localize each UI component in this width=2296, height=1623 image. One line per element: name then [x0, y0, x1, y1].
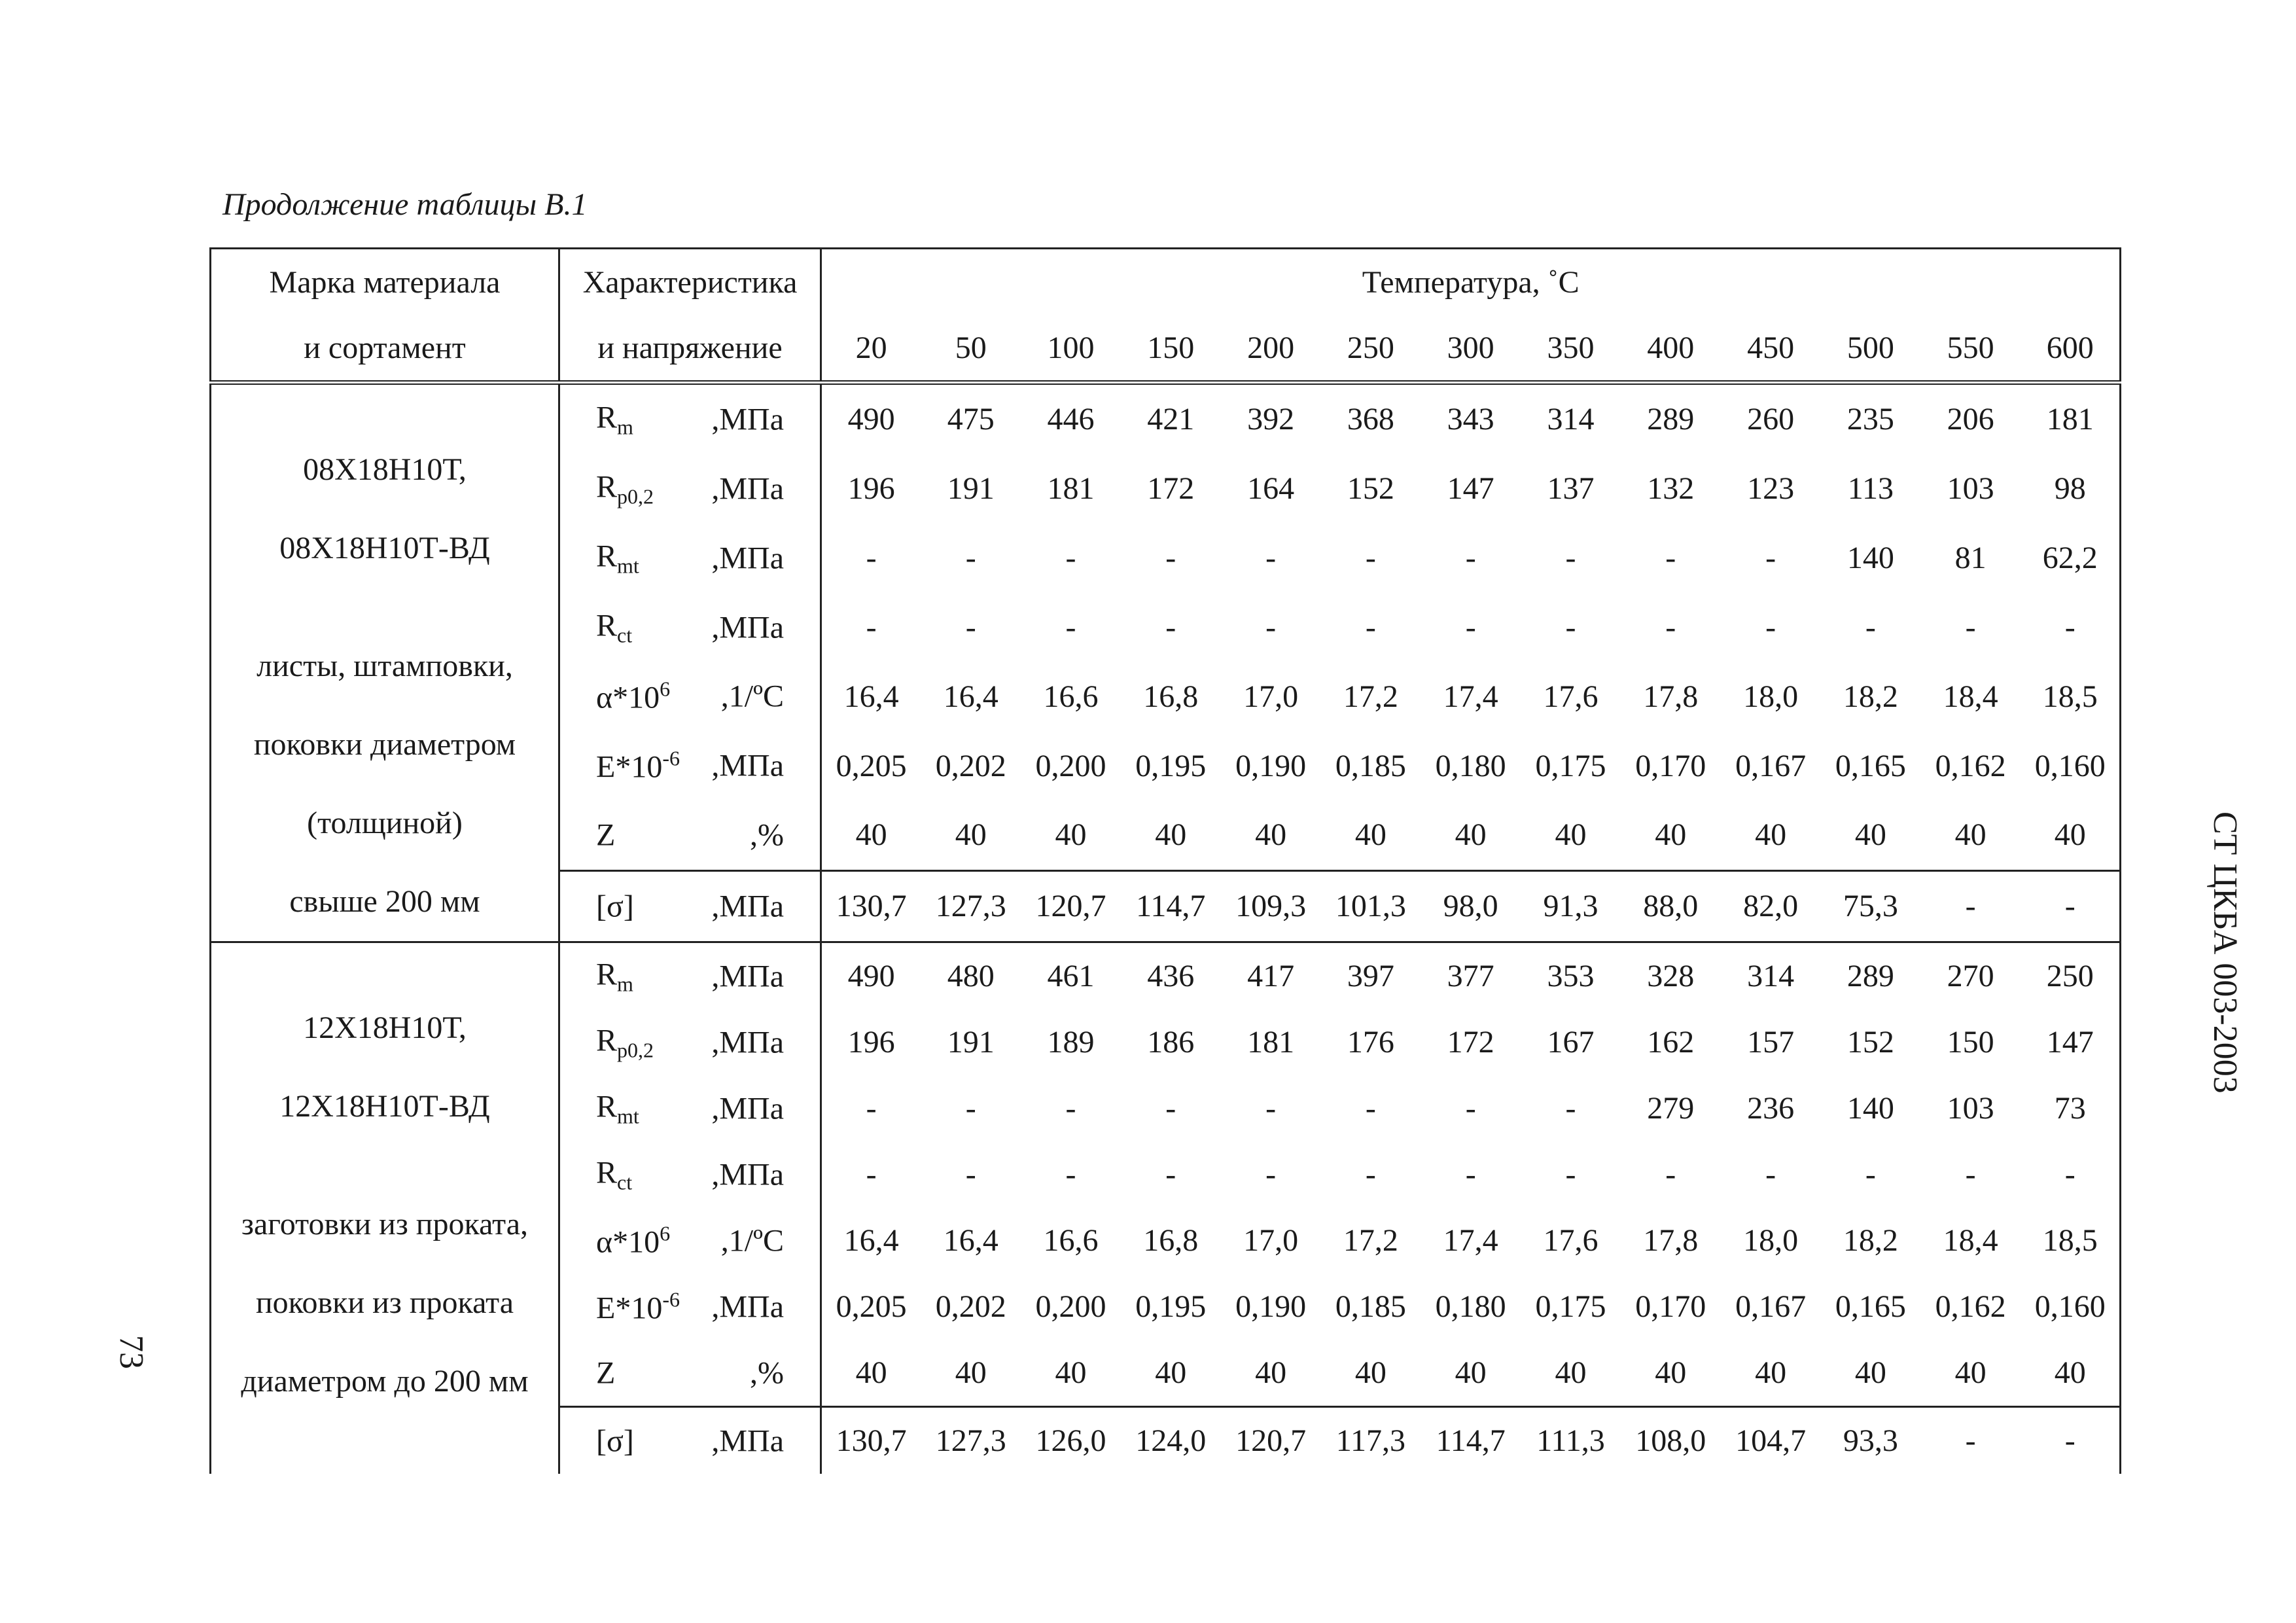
value-cell: 189: [1047, 1025, 1095, 1060]
value-cell: 196: [847, 1025, 895, 1060]
characteristic-unit: ,МПа: [711, 959, 784, 993]
temperature-header-cell: 50: [955, 330, 987, 365]
characteristic-unit: ,МПа: [711, 402, 784, 437]
value-cell: 490: [821, 942, 921, 1010]
value-cell: 40: [1155, 1355, 1187, 1390]
value-cell: 127,3: [921, 870, 1021, 942]
value-cell: 91,3: [1521, 870, 1621, 942]
characteristic-symbol: $R_m$: [596, 957, 633, 995]
material-description: (толщиной): [307, 806, 463, 840]
value-cell: 147: [2021, 1009, 2121, 1075]
value-cell: 16,4: [843, 679, 899, 714]
characteristic-unit: ,МПа: [711, 610, 784, 645]
value-cell: -: [965, 610, 976, 645]
value-cell: -: [1265, 1157, 1277, 1192]
material-grade: 12Х18Н10Т,: [303, 1010, 467, 1045]
value-cell: 17,8: [1643, 679, 1699, 714]
value-cell: 17,4: [1443, 1223, 1498, 1258]
value-cell: -: [1065, 541, 1076, 576]
value-cell: 17,0: [1243, 679, 1299, 714]
value-cell: 0,200: [1035, 1289, 1106, 1324]
value-cell: -: [1765, 541, 1776, 576]
characteristic-cell: [559, 1207, 821, 1274]
characteristic-cell: [559, 524, 821, 593]
value-cell: 206: [1920, 383, 2021, 454]
value-cell: -: [1565, 1091, 1576, 1126]
value-cell: 377: [1421, 942, 1521, 1010]
characteristic-cell: [559, 800, 821, 870]
value-cell: 164: [1247, 471, 1295, 507]
characteristic-symbol: $R_{p0,2}$: [596, 469, 654, 508]
characteristic-cell: [559, 593, 821, 662]
value-cell: 17,6: [1543, 679, 1598, 714]
characteristic-unit: ,%: [750, 1355, 784, 1390]
value-cell: 40: [1255, 817, 1287, 853]
characteristic-symbol: [σ]: [596, 1423, 634, 1458]
value-cell: 191: [947, 1025, 995, 1060]
value-cell: -: [1565, 610, 1576, 645]
value-cell: -: [1265, 610, 1277, 645]
characteristic-cell: [559, 731, 821, 800]
value-cell: -: [1465, 1157, 1476, 1192]
characteristic-symbol: Z: [596, 817, 616, 853]
value-cell: 111,3: [1521, 1407, 1621, 1474]
value-cell: 18,0: [1743, 1223, 1799, 1258]
value-cell: -: [1565, 1157, 1576, 1192]
value-cell: 40: [1755, 1355, 1787, 1390]
characteristic-cell: [559, 454, 821, 524]
characteristic-cell: [559, 383, 821, 454]
value-cell: 120,7: [1021, 870, 1121, 942]
value-cell: -: [1065, 1157, 1076, 1192]
material-grade: 12Х18Н10Т-ВД: [279, 1089, 490, 1124]
characteristic-symbol: $R_{p0,2}$: [596, 1023, 654, 1061]
document-code: СТ ЦКБА 003-2003: [2206, 812, 2244, 1094]
value-cell: 16,8: [1143, 679, 1199, 714]
value-cell: 75,3: [1820, 870, 1920, 942]
value-cell: 0,170: [1635, 748, 1706, 783]
value-cell: -: [1465, 1091, 1476, 1126]
value-cell: 124,0: [1121, 1407, 1221, 1474]
value-cell: -: [1665, 541, 1676, 576]
value-cell: 18,4: [1943, 679, 1998, 714]
value-cell: 181: [1247, 1025, 1295, 1060]
value-cell: -: [1465, 610, 1476, 645]
value-cell: 250: [2021, 942, 2121, 1010]
temperature-header-cell: 150: [1147, 330, 1195, 365]
material-cell: [211, 383, 559, 942]
material-description: свыше 200 мм: [289, 884, 480, 919]
value-cell: 0,175: [1535, 748, 1606, 783]
value-cell: 0,170: [1635, 1289, 1706, 1324]
value-cell: 368: [1320, 383, 1421, 454]
value-cell: 104,7: [1721, 1407, 1821, 1474]
value-cell: 16,4: [943, 679, 998, 714]
value-cell: -: [1365, 1091, 1376, 1126]
characteristic-cell: [559, 1009, 821, 1075]
value-cell: 162: [1647, 1025, 1695, 1060]
value-cell: 108,0: [1621, 1407, 1721, 1474]
value-cell: 117,3: [1320, 1407, 1421, 1474]
value-cell: 18,2: [1843, 1223, 1898, 1258]
value-cell: 0,165: [1835, 748, 1906, 783]
value-cell: -: [1865, 1157, 1876, 1192]
characteristic-symbol: [σ]: [596, 889, 634, 924]
value-cell: 0,180: [1435, 1289, 1506, 1324]
value-cell: 40: [1555, 817, 1587, 853]
value-cell: 127,3: [921, 1407, 1021, 1474]
value-cell: 480: [921, 942, 1021, 1010]
characteristic-symbol: Z: [596, 1355, 616, 1390]
value-cell: -: [1165, 541, 1176, 576]
value-cell: 0,185: [1335, 1289, 1406, 1324]
value-cell: 0,162: [1935, 1289, 2006, 1324]
value-cell: 196: [847, 471, 895, 507]
value-cell: 157: [1747, 1025, 1795, 1060]
value-cell: 172: [1147, 471, 1195, 507]
characteristic-unit: ,МПа: [711, 1157, 784, 1192]
value-cell: 172: [1447, 1025, 1494, 1060]
material-description: поковки диаметром: [253, 727, 516, 762]
value-cell: 0,205: [836, 748, 907, 783]
value-cell: -: [2021, 1141, 2121, 1207]
value-cell: 490: [821, 383, 921, 454]
value-cell: -: [1365, 1157, 1376, 1192]
value-cell: 16,6: [1043, 679, 1099, 714]
value-cell: 176: [1347, 1025, 1394, 1060]
value-cell: -: [965, 541, 976, 576]
characteristic-cell: [559, 1075, 821, 1141]
value-cell: 130,7: [821, 1407, 921, 1474]
characteristic-symbol: $\alpha*10^6$: [596, 677, 671, 715]
value-cell: -: [1165, 1157, 1176, 1192]
header-temperature: Температура, ˚С: [821, 249, 2121, 315]
characteristic-unit: ,МПа: [711, 1423, 784, 1458]
value-cell: 314: [1721, 942, 1821, 1010]
value-cell: 16,6: [1043, 1223, 1099, 1258]
material-description: диаметром до 200 мм: [241, 1364, 529, 1399]
characteristic-unit: ,1/ºС: [720, 679, 784, 714]
table-row: [211, 942, 2121, 1010]
value-cell: 40: [1854, 817, 1886, 853]
value-cell: 289: [1621, 383, 1721, 454]
value-cell: -: [1665, 610, 1676, 645]
value-cell: -: [1165, 1091, 1176, 1126]
value-cell: -: [866, 1091, 877, 1126]
value-cell: 17,2: [1343, 1223, 1398, 1258]
characteristic-symbol: $R_{mt}$: [596, 1089, 639, 1128]
value-cell: -: [1065, 610, 1076, 645]
table-caption: Продолжение таблицы В.1: [222, 187, 588, 222]
value-cell: 392: [1221, 383, 1321, 454]
value-cell: 17,6: [1543, 1223, 1598, 1258]
value-cell: 18,2: [1843, 679, 1898, 714]
value-cell: -: [1265, 541, 1277, 576]
value-cell: 137: [1547, 471, 1595, 507]
material-cell: [211, 942, 559, 1474]
value-cell: -: [1565, 541, 1576, 576]
value-cell: 103: [1947, 471, 1994, 507]
value-cell: 40: [1055, 1355, 1087, 1390]
value-cell: 140: [1846, 1091, 1894, 1126]
value-cell: 98,0: [1421, 870, 1521, 942]
value-cell: 40: [1954, 817, 1987, 853]
value-cell: 140: [1846, 541, 1894, 576]
material-properties-table: [209, 247, 2121, 1474]
value-cell: 18,4: [1943, 1223, 1998, 1258]
value-cell: 120,7: [1221, 1407, 1321, 1474]
value-cell: -: [866, 541, 877, 576]
value-cell: -: [866, 610, 877, 645]
value-cell: 40: [1655, 817, 1687, 853]
value-cell: 0,202: [935, 748, 1006, 783]
material-grade: 08Х18Н10Т,: [303, 452, 467, 487]
value-cell: 0,167: [1735, 748, 1807, 783]
material-description: поковки из проката: [255, 1285, 514, 1320]
value-cell: 113: [1847, 471, 1894, 507]
value-cell: 132: [1647, 471, 1695, 507]
value-cell: 17,2: [1343, 679, 1398, 714]
value-cell: 40: [855, 1355, 887, 1390]
temperature-header-cell: 500: [1846, 330, 1894, 365]
value-cell: 461: [1021, 942, 1121, 1010]
value-cell: 0,200: [1035, 748, 1106, 783]
temperature-header-cell: 550: [1947, 330, 1994, 365]
value-cell: -: [1965, 610, 1976, 645]
value-cell: 40: [1555, 1355, 1587, 1390]
value-cell: 0,175: [1535, 1289, 1606, 1324]
characteristic-symbol: $\alpha*10^6$: [596, 1221, 671, 1259]
value-cell: -: [1365, 610, 1376, 645]
characteristic-unit: ,МПа: [711, 889, 784, 924]
value-cell: 17,0: [1243, 1223, 1299, 1258]
value-cell: 16,8: [1143, 1223, 1199, 1258]
value-cell: -: [1365, 541, 1376, 576]
value-cell: -: [1765, 1157, 1776, 1192]
value-cell: 40: [1455, 1355, 1487, 1390]
characteristic-unit: ,МПа: [711, 541, 784, 576]
material-description: заготовки из проката,: [241, 1207, 528, 1241]
value-cell: 18,5: [2021, 1207, 2121, 1274]
header-characteristic-sub: и напряжение: [559, 315, 821, 383]
value-cell: 0,190: [1235, 748, 1307, 783]
value-cell: 186: [1147, 1025, 1195, 1060]
characteristic-unit: ,%: [750, 817, 784, 853]
value-cell: -: [1920, 1407, 2021, 1474]
characteristic-symbol: $R_{mt}$: [596, 539, 639, 578]
temperature-header-cell: 200: [1247, 330, 1295, 365]
value-cell: -: [866, 1157, 877, 1192]
value-cell: 62,2: [2021, 524, 2121, 593]
value-cell: 16,4: [943, 1223, 998, 1258]
value-cell: 235: [1820, 383, 1920, 454]
value-cell: 343: [1421, 383, 1521, 454]
value-cell: 421: [1121, 383, 1221, 454]
temperature-header-cell: 20: [855, 330, 887, 365]
value-cell: 17,8: [1643, 1223, 1699, 1258]
value-cell: -: [2021, 593, 2121, 662]
temperature-header-cell: 350: [1547, 330, 1595, 365]
value-cell: 0,180: [1435, 748, 1506, 783]
value-cell: 98: [2021, 454, 2121, 524]
value-cell: 40: [955, 1355, 987, 1390]
value-cell: 40: [955, 817, 987, 853]
value-cell: 40: [1354, 1355, 1386, 1390]
characteristic-symbol: $E*10^{-6}$: [596, 1287, 680, 1325]
characteristic-symbol: $R_m$: [596, 400, 633, 439]
value-cell: 353: [1521, 942, 1621, 1010]
page-number: 73: [113, 1335, 150, 1369]
value-cell: 109,3: [1221, 870, 1321, 942]
value-cell: 114,7: [1421, 1407, 1521, 1474]
characteristic-symbol: $R_{ct}$: [596, 1155, 633, 1194]
value-cell: 289: [1820, 942, 1920, 1010]
value-cell: 0,167: [1735, 1289, 1807, 1324]
value-cell: 40: [1354, 817, 1386, 853]
characteristic-cell: [559, 870, 821, 942]
header-material: Марка материала: [211, 249, 559, 315]
characteristic-cell: [559, 1340, 821, 1407]
characteristic-unit: ,МПа: [711, 1091, 784, 1126]
value-cell: -: [965, 1091, 976, 1126]
value-cell: 40: [1954, 1355, 1987, 1390]
value-cell: 147: [1447, 471, 1494, 507]
value-cell: 150: [1947, 1025, 1994, 1060]
value-cell: -: [2021, 1407, 2121, 1474]
value-cell: 191: [947, 471, 995, 507]
value-cell: 130,7: [821, 870, 921, 942]
value-cell: 40: [1655, 1355, 1687, 1390]
value-cell: 436: [1121, 942, 1221, 1010]
value-cell: 314: [1521, 383, 1621, 454]
value-cell: 40: [1055, 817, 1087, 853]
value-cell: 126,0: [1021, 1407, 1121, 1474]
value-cell: 475: [921, 383, 1021, 454]
value-cell: 279: [1647, 1091, 1695, 1126]
value-cell: 417: [1221, 942, 1321, 1010]
characteristic-cell: [559, 1141, 821, 1207]
value-cell: 328: [1621, 942, 1721, 1010]
value-cell: 0,205: [836, 1289, 907, 1324]
value-cell: 0,202: [935, 1289, 1006, 1324]
value-cell: 167: [1547, 1025, 1595, 1060]
characteristic-unit: ,МПа: [711, 1025, 784, 1060]
material-description: листы, штамповки,: [256, 649, 513, 683]
value-cell: -: [2021, 870, 2121, 942]
value-cell: 40: [2021, 800, 2121, 870]
value-cell: 152: [1347, 471, 1394, 507]
value-cell: -: [1765, 610, 1776, 645]
value-cell: -: [1465, 541, 1476, 576]
value-cell: 81: [1954, 541, 1987, 576]
characteristic-cell: [559, 662, 821, 731]
value-cell: 152: [1846, 1025, 1894, 1060]
value-cell: 40: [855, 817, 887, 853]
value-cell: -: [1265, 1091, 1277, 1126]
value-cell: 123: [1747, 471, 1795, 507]
value-cell: 18,5: [2021, 662, 2121, 731]
material-grade: 08Х18Н10Т-ВД: [279, 531, 490, 565]
temperature-header-cell: 400: [1647, 330, 1695, 365]
value-cell: -: [1865, 610, 1876, 645]
characteristic-unit: ,МПа: [711, 748, 784, 783]
value-cell: 0,195: [1135, 748, 1207, 783]
value-cell: 446: [1021, 383, 1121, 454]
characteristic-unit: ,1/ºС: [720, 1223, 784, 1258]
value-cell: -: [1920, 870, 2021, 942]
characteristic-unit: ,МПа: [711, 471, 784, 507]
value-cell: 73: [2021, 1075, 2121, 1141]
value-cell: 40: [1854, 1355, 1886, 1390]
characteristic-cell: [559, 1407, 821, 1474]
value-cell: 0,160: [2021, 731, 2121, 800]
value-cell: 0,185: [1335, 748, 1406, 783]
value-cell: 40: [1755, 817, 1787, 853]
value-cell: 0,160: [2021, 1274, 2121, 1340]
value-cell: -: [1065, 1091, 1076, 1126]
characteristic-cell: [559, 942, 821, 1010]
value-cell: 397: [1320, 942, 1421, 1010]
temperature-header-cell: 300: [1447, 330, 1494, 365]
temperature-header-cell: 250: [1347, 330, 1394, 365]
value-cell: 40: [1155, 817, 1187, 853]
value-cell: 181: [2021, 383, 2121, 454]
value-cell: 0,190: [1235, 1289, 1307, 1324]
value-cell: 260: [1721, 383, 1821, 454]
value-cell: 18,0: [1743, 679, 1799, 714]
value-cell: 270: [1920, 942, 2021, 1010]
value-cell: 236: [1747, 1091, 1795, 1126]
value-cell: 181: [1047, 471, 1095, 507]
value-cell: 101,3: [1320, 870, 1421, 942]
table-row: [211, 383, 2121, 454]
value-cell: 0,195: [1135, 1289, 1207, 1324]
value-cell: -: [1965, 1157, 1976, 1192]
value-cell: 88,0: [1621, 870, 1721, 942]
value-cell: 40: [1255, 1355, 1287, 1390]
temperature-header-cell: 100: [1047, 330, 1095, 365]
value-cell: 103: [1947, 1091, 1994, 1126]
header-characteristic: Характеристика: [559, 249, 821, 315]
value-cell: -: [1665, 1157, 1676, 1192]
value-cell: 40: [2021, 1340, 2121, 1407]
temperature-header-cell: 600: [2021, 315, 2121, 383]
value-cell: -: [965, 1157, 976, 1192]
value-cell: -: [1165, 610, 1176, 645]
value-cell: 93,3: [1820, 1407, 1920, 1474]
characteristic-symbol: $R_{ct}$: [596, 608, 633, 647]
temperature-header-cell: 450: [1747, 330, 1795, 365]
value-cell: 114,7: [1121, 870, 1221, 942]
value-cell: 0,165: [1835, 1289, 1906, 1324]
value-cell: 0,162: [1935, 748, 2006, 783]
value-cell: 40: [1455, 817, 1487, 853]
value-cell: 17,4: [1443, 679, 1498, 714]
characteristic-symbol: $E*10^{-6}$: [596, 746, 680, 785]
value-cell: 82,0: [1721, 870, 1821, 942]
value-cell: 16,4: [843, 1223, 899, 1258]
characteristic-unit: ,МПа: [711, 1289, 784, 1324]
characteristic-cell: [559, 1274, 821, 1340]
header-material-sub: и сортамент: [211, 315, 559, 383]
